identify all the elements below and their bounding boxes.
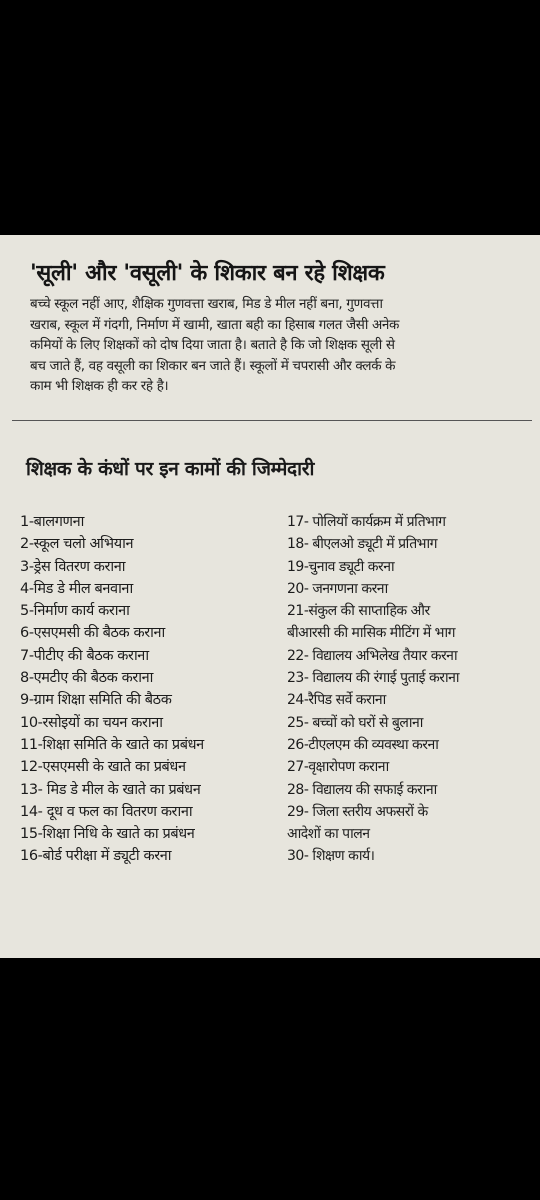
task-list-right bbox=[287, 511, 537, 868]
intro-line: खराब, स्कूल में गंदगी, निर्माण में खामी, खाता बही का हिसाब गलत जैसी अनेक bbox=[30, 316, 400, 333]
task-item: 23- विद्यालय की रंगाई पुताई कराना bbox=[287, 670, 460, 687]
task-item: 24-रैपिड सर्वे कराना bbox=[287, 692, 386, 709]
task-item: 19-चुनाव ड्यूटी करना bbox=[287, 558, 395, 575]
task-item: 6-एसएमसी की बैठक कराना bbox=[20, 625, 165, 642]
task-item: 26-टीएलएम की व्यवस्था करना bbox=[287, 736, 439, 753]
task-item: 20- जनगणना करना bbox=[287, 580, 388, 597]
task-item: 16-बोर्ड परीक्षा में ड्यूटी करना bbox=[20, 848, 172, 865]
intro-line: बच्चे स्कूल नहीं आए, शैक्षिक गुणवत्ता खराब, मिड डे मील नहीं बना, गुणवत्ता bbox=[30, 296, 383, 312]
task-item: 5-निर्माण कार्य कराना bbox=[20, 603, 130, 620]
task-item: 17- पोलियों कार्यक्रम में प्रतिभाग bbox=[287, 514, 446, 530]
task-item: 3-ड्रेस वितरण कराना bbox=[20, 558, 126, 575]
task-item: 21-संकुल की साप्ताहिक और bbox=[287, 603, 430, 620]
task-item: 29- जिला स्तरीय अफसरों के bbox=[287, 803, 428, 820]
task-item: 8-एमटीए की बैठक कराना bbox=[20, 670, 154, 687]
task-list-left bbox=[20, 511, 285, 868]
task-item: 9-ग्राम शिक्षा समिति की बैठक bbox=[20, 692, 172, 709]
task-item: 11-शिक्षा समिति के खाते का प्रबंधन bbox=[20, 736, 204, 753]
intro-line: बच जाते हैं, वह वसूली का शिकार बन जाते हैं। स्कूलों में चपरासी और क्लर्क के bbox=[30, 357, 396, 374]
task-item: 12-एसएमसी के खाते का प्रबंधन bbox=[20, 759, 186, 776]
task-item: 1-बालगणना bbox=[20, 514, 84, 530]
task-item: बीआरसी की मासिक मीटिंग में भाग bbox=[287, 625, 455, 642]
task-item: 15-शिक्षा निधि के खाते का प्रबंधन bbox=[20, 826, 195, 843]
task-item: 28- विद्यालय की सफाई कराना bbox=[287, 781, 437, 798]
task-item: 30- शिक्षण कार्य। bbox=[287, 848, 375, 865]
task-item: 4-मिड डे मील बनवाना bbox=[20, 580, 133, 597]
task-item: 27-वृक्षारोपण कराना bbox=[287, 759, 389, 776]
intro-line: काम भी शिक्षक ही कर रहे है। bbox=[30, 378, 169, 394]
responsibilities-heading: शिक्षक के कंधों पर इन कामों की जिम्मेदारी bbox=[26, 458, 315, 480]
task-item: 18- बीएलओ ड्यूटी में प्रतिभाग bbox=[287, 536, 438, 553]
task-item: 22- विद्यालय अभिलेख तैयार करना bbox=[287, 647, 458, 664]
task-item: आदेशों का पालन bbox=[287, 826, 370, 843]
section-divider bbox=[12, 420, 532, 421]
task-item: 10-रसोइयों का चयन कराना bbox=[20, 714, 163, 731]
article-intro bbox=[30, 294, 535, 397]
task-item: 14- दूध व फल का वितरण कराना bbox=[20, 803, 193, 820]
task-item: 7-पीटीए की बैठक कराना bbox=[20, 647, 149, 664]
task-item: 13- मिड डे मील के खाते का प्रबंधन bbox=[20, 781, 201, 798]
intro-line: कमियों के लिए शिक्षकों को दोष दिया जाता है। बताते है कि जो शिक्षक सूली से bbox=[30, 337, 395, 353]
task-item: 25- बच्चों को घरों से बुलाना bbox=[287, 714, 423, 731]
newspaper-clipping bbox=[0, 235, 540, 958]
article-headline: 'सूली' और 'वसूली' के शिकार बन रहे शिक्षक bbox=[30, 261, 385, 286]
task-item: 2-स्कूल चलो अभियान bbox=[20, 536, 134, 553]
